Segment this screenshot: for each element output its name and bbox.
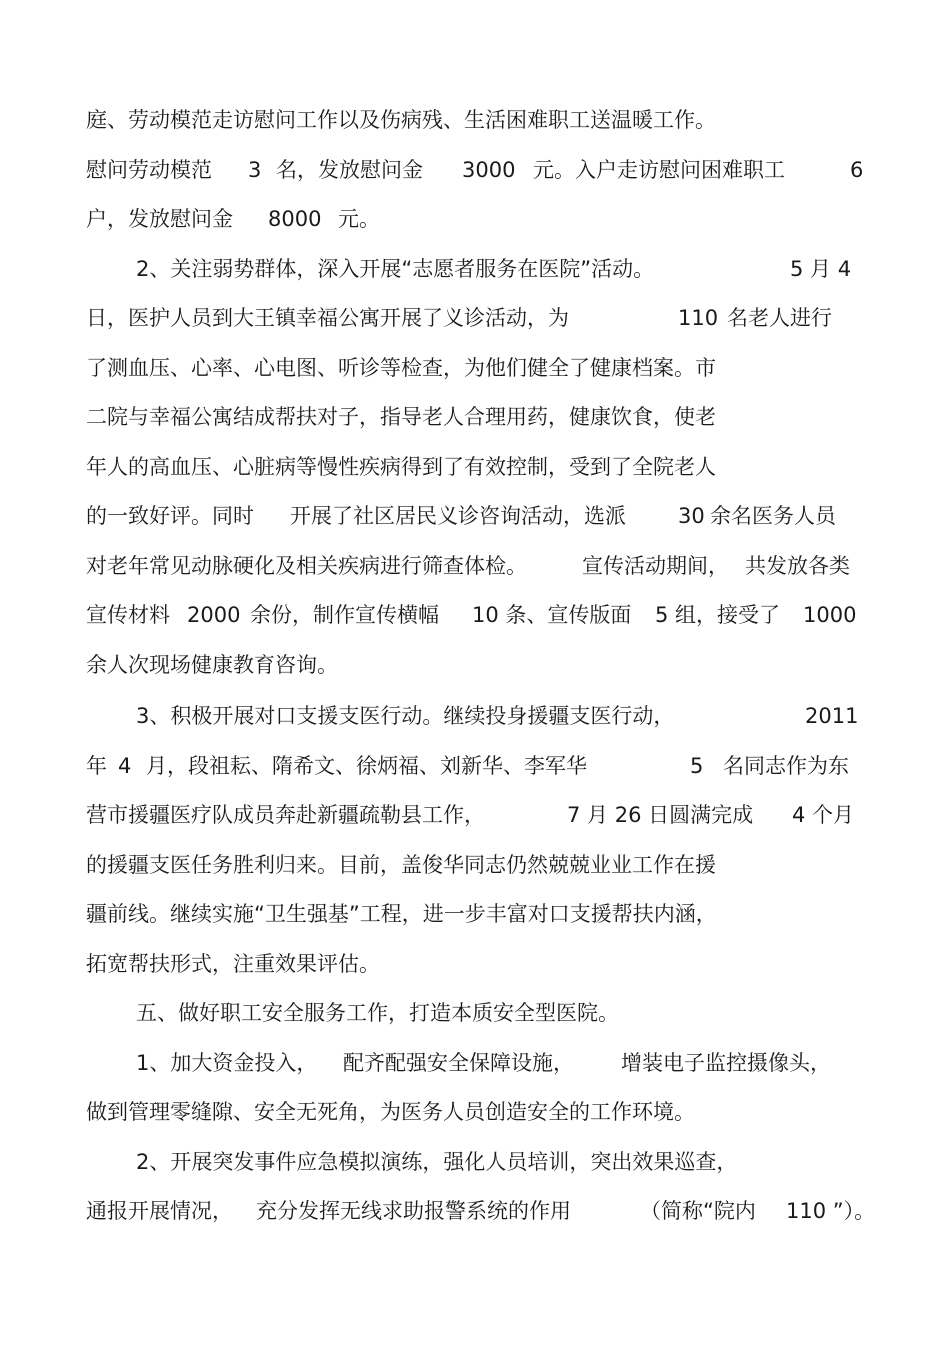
text-segment: 2000 [187, 603, 241, 627]
text-line [0, 898, 950, 930]
text-segment: 3000 [462, 158, 516, 182]
text-line [0, 500, 950, 532]
text-segment: 4 [118, 754, 132, 778]
text-segment: 五、做好职工安全服务工作，打造本质安全型医院。 [136, 1001, 619, 1025]
text-segment: 疆前线。继续实施“卫生强基”工程，进一步丰富对口支援帮扶内涵， [86, 902, 717, 926]
text-line [0, 352, 950, 384]
text-segment: 营市援疆医疗队成员奔赴新疆疏勒县工作， [86, 803, 485, 827]
text-segment: 8000 [268, 207, 322, 231]
text-line [0, 1146, 950, 1178]
text-line [0, 104, 950, 136]
text-segment: 元。入户走访慰问困难职工 [533, 158, 785, 182]
text-line [0, 302, 950, 334]
text-segment: 10 条、宣传版面 [472, 603, 632, 627]
text-segment: 二院与幸福公寓结成帮扶对子，指导老人合理用药，健康饮食，使老 [86, 405, 716, 429]
text-segment: 5 组，接受了 [655, 603, 781, 627]
text-segment: 日，医护人员到大王镇幸福公寓开展了义诊活动，为 [86, 306, 569, 330]
text-line [0, 599, 950, 631]
text-segment: 了测血压、心率、心电图、听诊等检查，为他们健全了健康档案。市 [86, 356, 716, 380]
text-segment: 110 [678, 306, 719, 330]
text-segment: 增装电子监控摄像头， [621, 1051, 831, 1075]
text-segment: 年人的高血压、心脏病等慢性疾病得到了有效控制，受到了全院老人 [86, 455, 716, 479]
text-segment: 7 月 26 日圆满完成 [567, 803, 754, 827]
text-line [0, 1096, 950, 1128]
text-segment: 元。 [338, 207, 380, 231]
text-line [0, 849, 950, 881]
text-segment: 110 ”）。 [786, 1199, 876, 1223]
text-segment: 2011 [805, 704, 859, 728]
text-segment: 的援疆支医任务胜利归来。目前，盖俊华同志仍然兢兢业业工作在援 [86, 853, 716, 877]
text-segment: 配齐配强安全保障设施， [343, 1051, 574, 1075]
text-segment: 宣传材料 [86, 603, 170, 627]
text-line [0, 799, 950, 831]
text-segment: 1000 [803, 603, 857, 627]
text-segment: 5 [690, 754, 704, 778]
text-line [0, 948, 950, 980]
text-line [0, 750, 950, 782]
text-segment: 的一致好评。同时 [86, 504, 254, 528]
text-segment: 2、开展突发事件应急模拟演练，强化人员培训，突出效果巡查， [136, 1150, 738, 1174]
text-segment: 余名医务人员 [710, 504, 836, 528]
text-segment: 名，发放慰问金 [276, 158, 423, 182]
text-segment: 名同志作为东 [723, 754, 849, 778]
text-line [0, 649, 950, 681]
text-segment: 月，段祖耘、隋希文、徐炳福、刘新华、李军华 [146, 754, 587, 778]
text-line [0, 997, 950, 1029]
text-segment: 开展了社区居民义诊咨询活动，选派 [290, 504, 626, 528]
text-segment: 年 [86, 754, 107, 778]
text-segment: （简称“院内 [640, 1199, 756, 1223]
text-line [0, 1047, 950, 1079]
text-segment: 庭、劳动模范走访慰问工作以及伤病残、生活困难职工送温暖工作。 [86, 108, 716, 132]
text-segment: 3、积极开展对口支援支医行动。继续投身援疆支医行动， [136, 704, 675, 728]
text-segment: 慰问劳动模范 [86, 158, 212, 182]
text-segment: 名老人进行 [727, 306, 832, 330]
text-segment: 6 [850, 158, 864, 182]
text-line [0, 451, 950, 483]
text-line [0, 203, 950, 235]
text-segment: 充分发挥无线求助报警系统的作用 [256, 1199, 571, 1223]
text-segment: 通报开展情况， [86, 1199, 233, 1223]
text-line [0, 154, 950, 186]
text-line [0, 401, 950, 433]
text-segment: 1、加大资金投入， [136, 1051, 318, 1075]
text-line [0, 1195, 950, 1227]
text-segment: 共发放各类 [745, 554, 850, 578]
text-segment: 对老年常见动脉硬化及相关疾病进行筛查体检。 [86, 554, 527, 578]
text-segment: 5 月 4 [790, 257, 852, 281]
text-segment: 3 [248, 158, 262, 182]
text-line [0, 253, 950, 285]
text-segment: 宣传活动期间， [582, 554, 729, 578]
text-segment: 余人次现场健康教育咨询。 [86, 653, 338, 677]
text-segment: 户，发放慰问金 [86, 207, 233, 231]
text-segment: 4 个月 [792, 803, 855, 827]
text-segment: 做到管理零缝隙、安全无死角，为医务人员创造安全的工作环境。 [86, 1100, 695, 1124]
text-segment: 2、关注弱势群体，深入开展“志愿者服务在医院”活动。 [136, 257, 655, 281]
text-line [0, 700, 950, 732]
text-segment: 拓宽帮扶形式，注重效果评估。 [86, 952, 380, 976]
text-segment: 30 [678, 504, 705, 528]
text-line [0, 550, 950, 582]
text-segment: 余份，制作宣传横幅 [250, 603, 439, 627]
